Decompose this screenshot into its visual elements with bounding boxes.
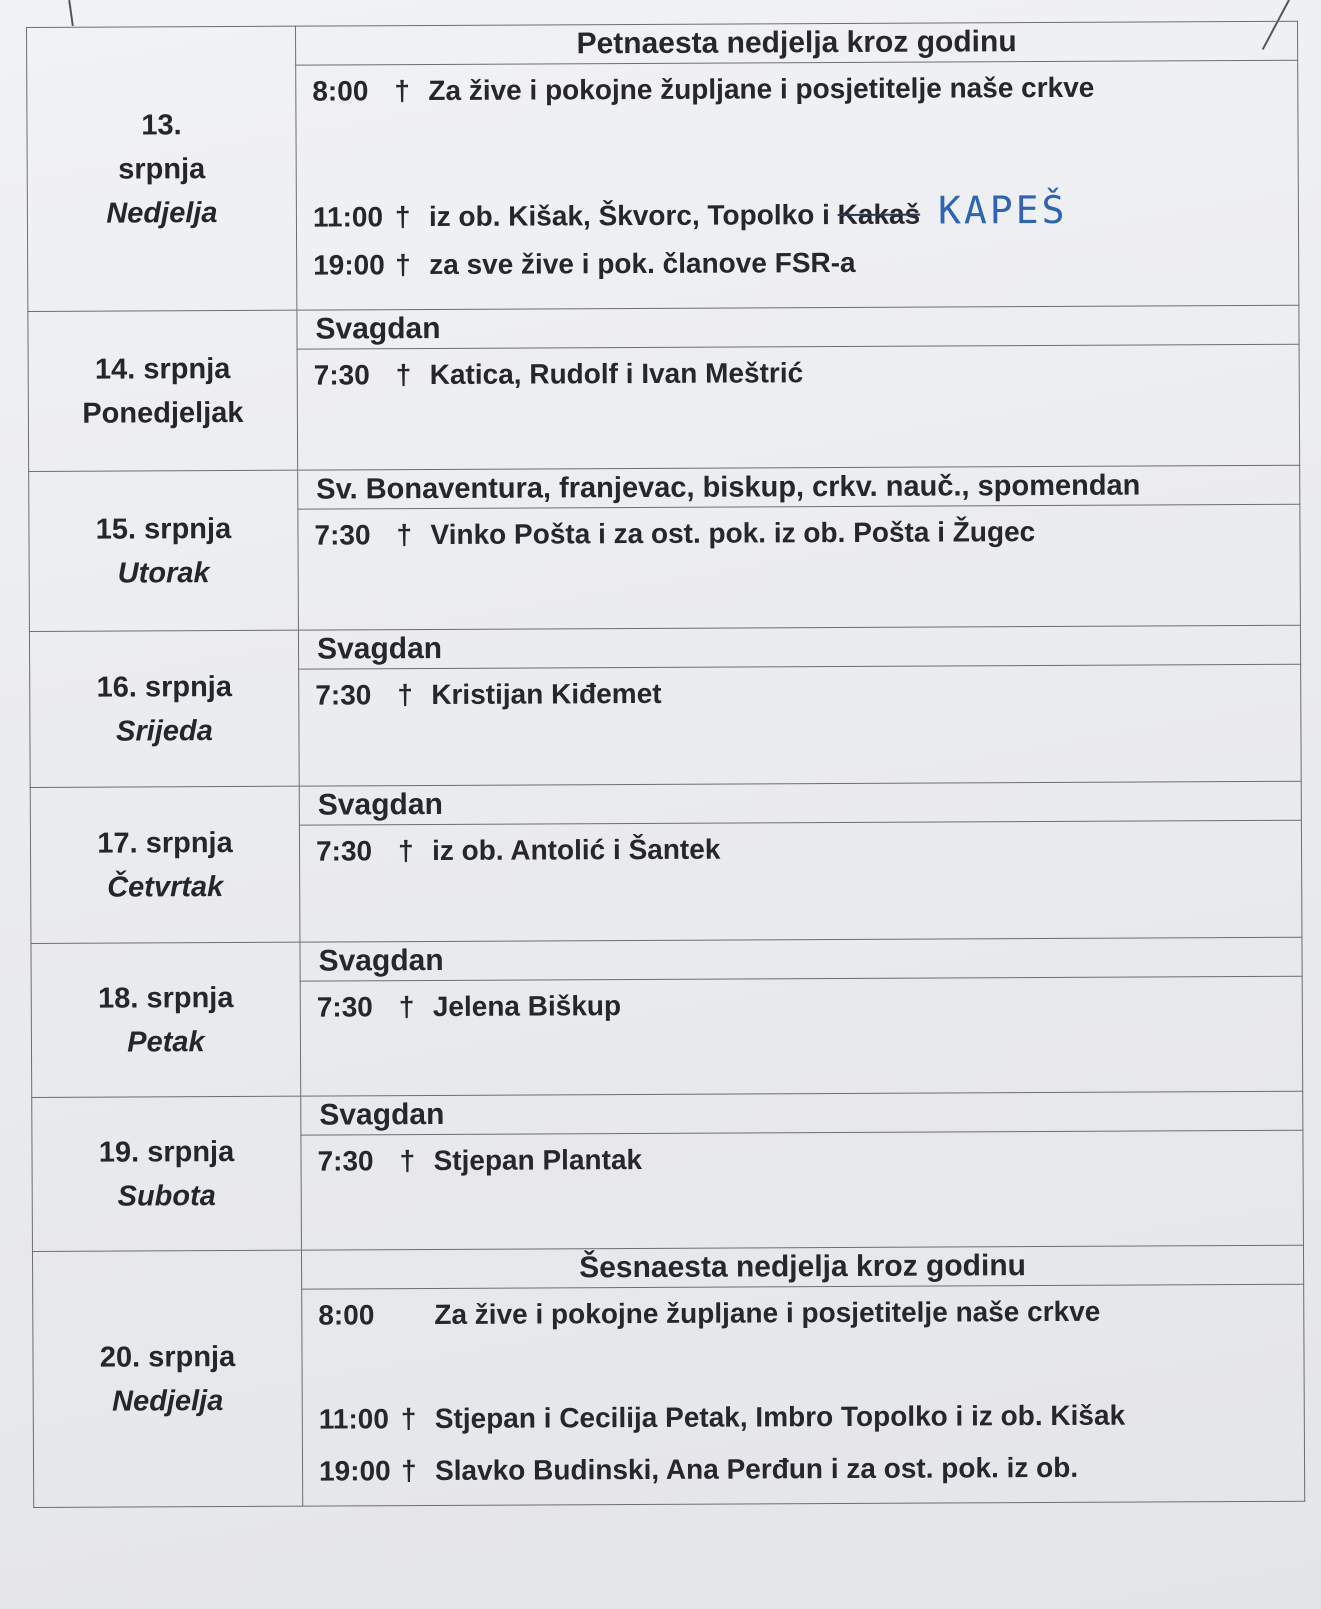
cross-icon: † (395, 359, 412, 391)
feast-title: Šesnaesta nedjelja kroz godinu (301, 1245, 1303, 1289)
weekday: Nedjelja (106, 196, 218, 230)
mass-intention: Stjepan i Cecilija Petak, Imbro Topolko i iz ob. Kišak (434, 1399, 1126, 1435)
mass-entry (314, 515, 1299, 552)
mass-time: 7:30 (314, 519, 371, 551)
cross-icon: † (396, 519, 413, 551)
paper-crease-left (68, 0, 74, 26)
mass-intention: iz ob. Kišak, Škvorc, Topolko i (428, 199, 838, 233)
feast-title: Svagdan (297, 305, 1299, 349)
feast-title: Petnaesta nedjelja kroz godinu (295, 21, 1297, 65)
day-cell (27, 26, 297, 311)
mass-entry (319, 1451, 1304, 1488)
date-day: 13. (141, 108, 182, 141)
day-19-feast-row (32, 1091, 1303, 1136)
mass-time: 8:00 (318, 1299, 375, 1331)
cross-icon: † (397, 679, 413, 711)
feast-title: Sv. Bonaventura, franjevac, biskup, crkv. nauč., spomendan (298, 465, 1300, 509)
cross-icon: † (400, 1403, 417, 1435)
mass-entry (314, 355, 1299, 392)
masses-cell (298, 504, 1301, 630)
day-15-feast-row (29, 465, 1300, 510)
masses-cell (300, 976, 1303, 1096)
mass-entry (312, 71, 1298, 192)
day-cell (31, 942, 301, 1097)
masses-cell (297, 344, 1300, 470)
mass-time: 11:00 (318, 1403, 389, 1435)
mass-intention: Kristijan Kiđemet (431, 677, 662, 711)
mass-time: 7:30 (316, 991, 373, 1023)
mass-intention: Vinko Pošta i za ost. pok. iz ob. Pošta i Žugec (430, 516, 1036, 551)
day-cell (28, 310, 298, 471)
day-16-feast-row (29, 625, 1300, 670)
mass-entry (313, 187, 1298, 250)
date: 14. srpnja (94, 352, 231, 386)
mass-intention: Stjepan Plantak (433, 1144, 643, 1177)
mass-entry (319, 1399, 1304, 1456)
cross-icon: † (394, 75, 410, 107)
mass-time: 19:00 (318, 1455, 391, 1487)
weekday: Nedjelja (112, 1384, 224, 1418)
feast-title: Svagdan (300, 937, 1302, 981)
mass-entry (316, 831, 1301, 868)
mass-time: 7:30 (315, 679, 372, 711)
mass-time: 11:00 (312, 201, 384, 233)
feast-title: Svagdan (301, 1091, 1303, 1135)
date-month: srpnja (118, 152, 206, 186)
cross-icon: † (395, 249, 411, 281)
mass-entry (315, 675, 1300, 712)
mass-entry (313, 245, 1298, 282)
weekday: Subota (117, 1179, 216, 1213)
mass-schedule-table (26, 21, 1305, 1508)
masses-cell (296, 60, 1299, 310)
day-cell (29, 630, 299, 787)
mass-time: 7:30 (317, 1145, 374, 1177)
weekday: Četvrtak (107, 870, 224, 904)
day-14-feast-row (28, 305, 1299, 350)
day-13-feast-row (27, 21, 1298, 66)
mass-intention: Katica, Rudolf i Ivan Meštrić (429, 357, 804, 391)
date: 17. srpnja (97, 826, 233, 860)
date: 16. srpnja (96, 670, 233, 704)
weekday: Utorak (117, 556, 210, 590)
masses-cell (299, 664, 1302, 786)
mass-intention: Za žive i pokojne župljane i posjetitelje naše crkve (434, 1295, 1101, 1331)
weekday: Srijeda (116, 714, 213, 748)
mass-intention: iz ob. Antolić i Šantek (431, 833, 721, 867)
day-17-feast-row (30, 781, 1301, 826)
feast-title: Svagdan (299, 781, 1301, 825)
struck-out-name: Kakaš (837, 198, 921, 231)
mass-time: 8:00 (312, 75, 369, 107)
mass-entry (317, 1141, 1302, 1178)
masses-cell (299, 820, 1302, 942)
mass-intention: Za žive i pokojne župljane i posjetitelje naše crkve (428, 71, 1095, 107)
mass-entry (318, 1295, 1303, 1404)
weekday: Petak (127, 1025, 205, 1059)
mass-intention: Slavko Budinski, Ana Perđun i za ost. pok. iz ob. (434, 1451, 1079, 1487)
cross-icon: † (399, 1145, 416, 1177)
cross-icon: † (400, 1455, 417, 1487)
date: 19. srpnja (98, 1135, 235, 1169)
weekday: Ponedjeljak (82, 396, 244, 430)
masses-cell (301, 1130, 1304, 1250)
masses-cell (302, 1284, 1305, 1506)
mass-intention: za sve žive i pok. članove FSR-a (429, 246, 856, 281)
day-cell (30, 786, 300, 943)
day-cell (29, 470, 299, 631)
cross-icon: † (397, 835, 414, 867)
mass-time: 7:30 (315, 835, 373, 867)
mass-time: 19:00 (313, 249, 385, 281)
cross-icon: † (394, 201, 411, 233)
day-18-feast-row (31, 937, 1302, 982)
date: 18. srpnja (97, 981, 234, 1015)
day-cell (32, 1250, 302, 1507)
day-20-feast-row (32, 1245, 1303, 1290)
date: 20. srpnja (99, 1340, 236, 1374)
mass-intention: Jelena Biškup (432, 990, 622, 1023)
cross-icon: † (398, 991, 415, 1023)
handwritten-correction: KAPEŠ (938, 187, 1068, 233)
day-cell (32, 1096, 302, 1251)
date: 15. srpnja (95, 512, 232, 546)
mass-time: 7:30 (313, 359, 370, 391)
feast-title: Svagdan (298, 625, 1300, 669)
mass-entry (317, 987, 1302, 1024)
